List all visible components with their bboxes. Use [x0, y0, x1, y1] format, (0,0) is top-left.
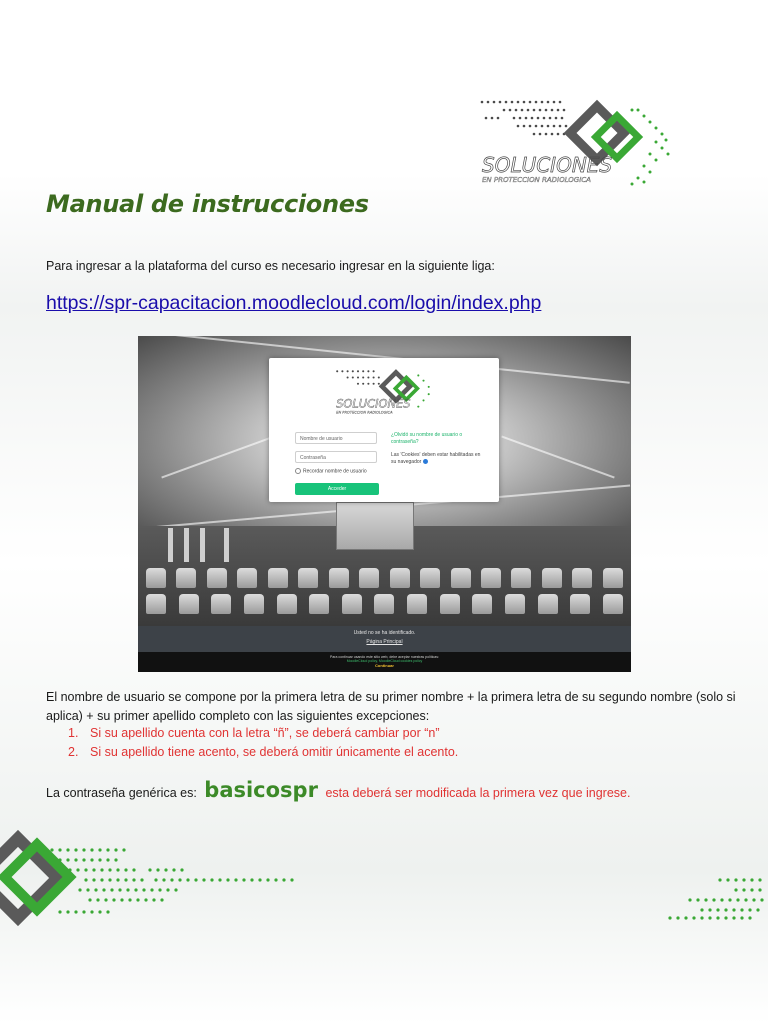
flag [224, 528, 229, 562]
policies-note: Para continuar usando este sitio web, debe aceptar nuestras políticas: [330, 655, 439, 659]
cookies-note [391, 452, 481, 466]
decorative-dots [640, 870, 768, 930]
exceptions-list [68, 724, 458, 762]
list-item-number: 2. [68, 745, 79, 759]
page-title: Manual de instrucciones [46, 190, 369, 218]
flag [200, 528, 205, 562]
remember-username-label: Recordar nombre de usuario [303, 468, 367, 475]
projection-screen [336, 502, 414, 550]
decorative-diamond-graphic [0, 820, 320, 970]
soluciones-logo-small [331, 364, 437, 416]
password-input[interactable]: Contraseña [295, 451, 377, 463]
username-input[interactable]: Nombre de usuario [295, 432, 377, 444]
soluciones-logo [474, 90, 674, 190]
forgot-credentials-link[interactable]: ¿Olvidó su nombre de usuario o contraseña? [391, 432, 463, 445]
password-line [46, 778, 630, 802]
login-footer [138, 626, 631, 652]
platform-login-link[interactable]: https://spr-capacitacion.moodlecloud.com/login/index.php [46, 292, 542, 314]
list-item-number: 1. [68, 726, 79, 740]
password-note: esta deberá ser modificada la primera vez que ingrese. [325, 786, 631, 800]
svg-text:EN PROTECCION RADIOLOGICA: EN PROTECCION RADIOLOGICA [482, 176, 591, 184]
login-page-screenshot [138, 336, 631, 672]
list-item-text: Si su apellido tiene acento, se deberá omitir únicamente el acento. [90, 745, 459, 759]
login-button[interactable]: Acceder [295, 483, 379, 495]
login-card [269, 358, 499, 502]
svg-text:SOLUCIONES: SOLUCIONES [336, 396, 411, 411]
username-rule-paragraph: El nombre de usuario se compone por la primera letra de su primer nombre + la primera letra de su segundo nombre (solo si aplica) + su primer apellido completo con las siguientes excepciones: [46, 690, 736, 723]
generic-password: basicospr [204, 778, 318, 802]
svg-text:EN PROTECCION RADIOLOGICA: EN PROTECCION RADIOLOGICA [336, 410, 393, 415]
flag [184, 528, 189, 562]
continue-button[interactable]: Continuar [375, 663, 394, 668]
flag [168, 528, 173, 562]
list-item [68, 743, 458, 762]
policy-links[interactable]: MoodleCloud policy, MoodleCloud cookies policy [346, 659, 423, 663]
chair-row [146, 594, 623, 614]
svg-text:SOLUCIONES: SOLUCIONES [482, 153, 613, 177]
list-item-text: Si su apellido cuenta con la letra “ñ”, se deberá cambiar por “n” [90, 726, 440, 740]
chair-row [146, 568, 623, 588]
cookies-text: Las 'Cookies' deben estar habilitadas en su navegador [391, 452, 481, 465]
list-item [68, 724, 458, 743]
not-identified-text: Usted no se ha identificado. [353, 630, 416, 636]
policy-banner [138, 652, 631, 672]
info-icon[interactable] [423, 459, 428, 464]
intro-text: Para ingresar a la plataforma del curso es necesario ingresar en la siguiente liga: [46, 259, 495, 273]
remember-username-checkbox[interactable] [295, 468, 367, 474]
checkbox-icon [295, 468, 301, 474]
main-page-link[interactable]: Página Principal [366, 639, 403, 645]
password-label: La contraseña genérica es: [46, 786, 197, 800]
